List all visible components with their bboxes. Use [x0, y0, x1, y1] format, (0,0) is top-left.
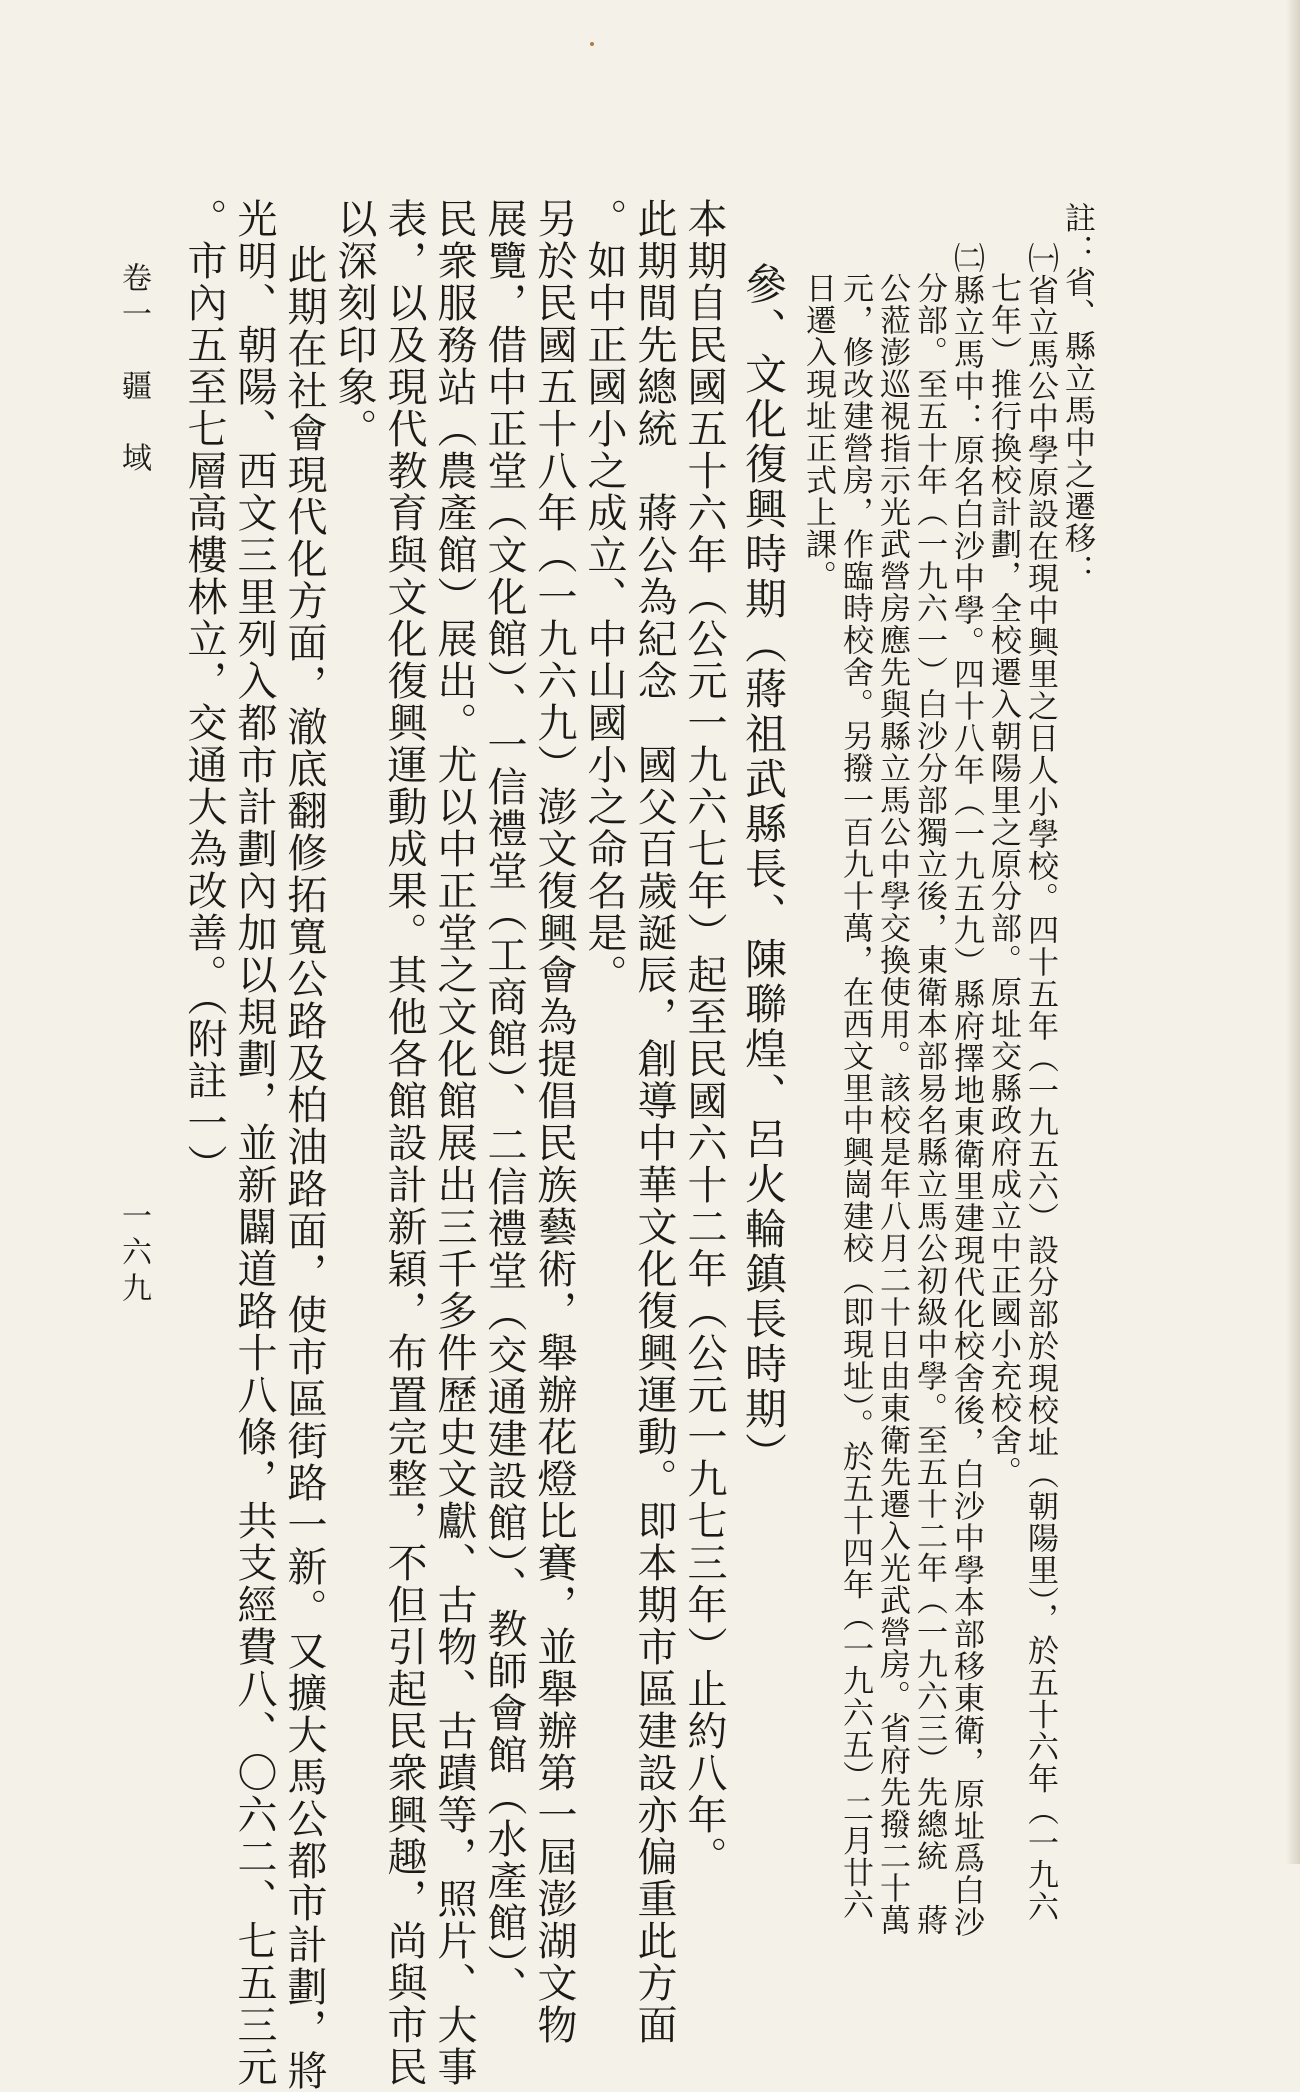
body-column-1: 本期自民國五十六年（公元一九六七年）起至民國六十二年（公元一九七三年）止約八年。 [681, 198, 727, 1878]
body-column-8: 以深刻印象。 [331, 198, 377, 450]
running-head: 卷一 疆 域 [116, 262, 151, 478]
body-column-7: 表，以及現代教育與文化復興運動成果。其他各館設計新穎，布置完整，不但引起民衆興趣，尚與市民 [381, 198, 427, 2088]
body-column-6: 民衆服務站（農產館）展出。尤以中正堂之文化館展出三千多件歷史文獻、古物、古蹟等，照片、大事 [431, 198, 477, 2088]
note-column-6: 元，修改建營房，作臨時校舍。另撥一百九十萬，在西文里中興崗建校（即現址）。於五十四年（一九六五）二月廿六 [837, 272, 873, 1921]
body-column-9: 此期在社會現代化方面，澈底翻修拓寬公路及柏油路面，使市區街路一新。又擴大馬公都市計劃，將 [281, 244, 327, 2092]
note-column-2: 七年）推行換校計劃，全校遷入朝陽里之原分部。原址交縣政府成立中正國小充校舍。 [985, 272, 1021, 1488]
body-column-11: 。市內五至七層高樓林立，交通大為改善。（附註一） [181, 198, 227, 1186]
section-heading: 參、文化復興時期（蔣祖武縣長、陳聯煌、呂火輪鎮長時期） [739, 262, 788, 1477]
note-column-5: 公蒞澎巡視指示光武營房應先與縣立馬公中學交換使用。該校是年八月二十日由東衛先遷入光武營房。省府先撥二十萬 [874, 272, 910, 1936]
note-title: 註：省、縣立馬中之遷移： [1059, 202, 1095, 586]
note-column-3: ㈡縣立馬中：原名白沙中學。四十八年（一九五九）縣府擇地東衛里建現代化校舍後，白沙中學本部移東衛，原址爲白沙 [948, 242, 984, 1938]
body-column-4: 另於民國五十八年（一九六九）澎文復興會為提倡民族藝術，舉辦花燈比賽，並舉辦第一屆澎湖文物 [531, 198, 577, 2046]
note-column-4: 分部。至五十年（一九六一）白沙分部獨立後，東衛本部易名縣立馬公初級中學。至五十二年（一九六三）先總統 蔣 [911, 272, 947, 1936]
print-speck [590, 42, 594, 46]
body-column-10: 光明、朝陽、西文三里列入都市計劃內加以規劃，並新闢道路十八條，共支經費八、〇六二、七五三元 [231, 198, 277, 2088]
page-edge-shadow [1286, 0, 1300, 1864]
body-column-3: 。如中正國小之成立、中山國小之命名是。 [581, 198, 627, 996]
note-column-1: ㈠省立馬公中學原設在現中興里之日人小學校。四十五年（一九五六）設分部於現校址（朝陽里），於五十六年（一九六 [1022, 242, 1058, 1923]
note-column-7: 日遷入現址正式上課。 [800, 272, 836, 592]
body-column-5: 展覽，借中正堂（文化館）、一信禮堂（工商館）、二信禮堂（交通建設館）、教師會館（水產館）、 [481, 198, 527, 2008]
body-column-2: 此期間先總統 蔣公為紀念 國父百歲誕辰，創導中華文化復興運動。即本期市區建設亦偏重此方面 [631, 198, 677, 2046]
page-number: 一六九 [116, 1200, 151, 1308]
